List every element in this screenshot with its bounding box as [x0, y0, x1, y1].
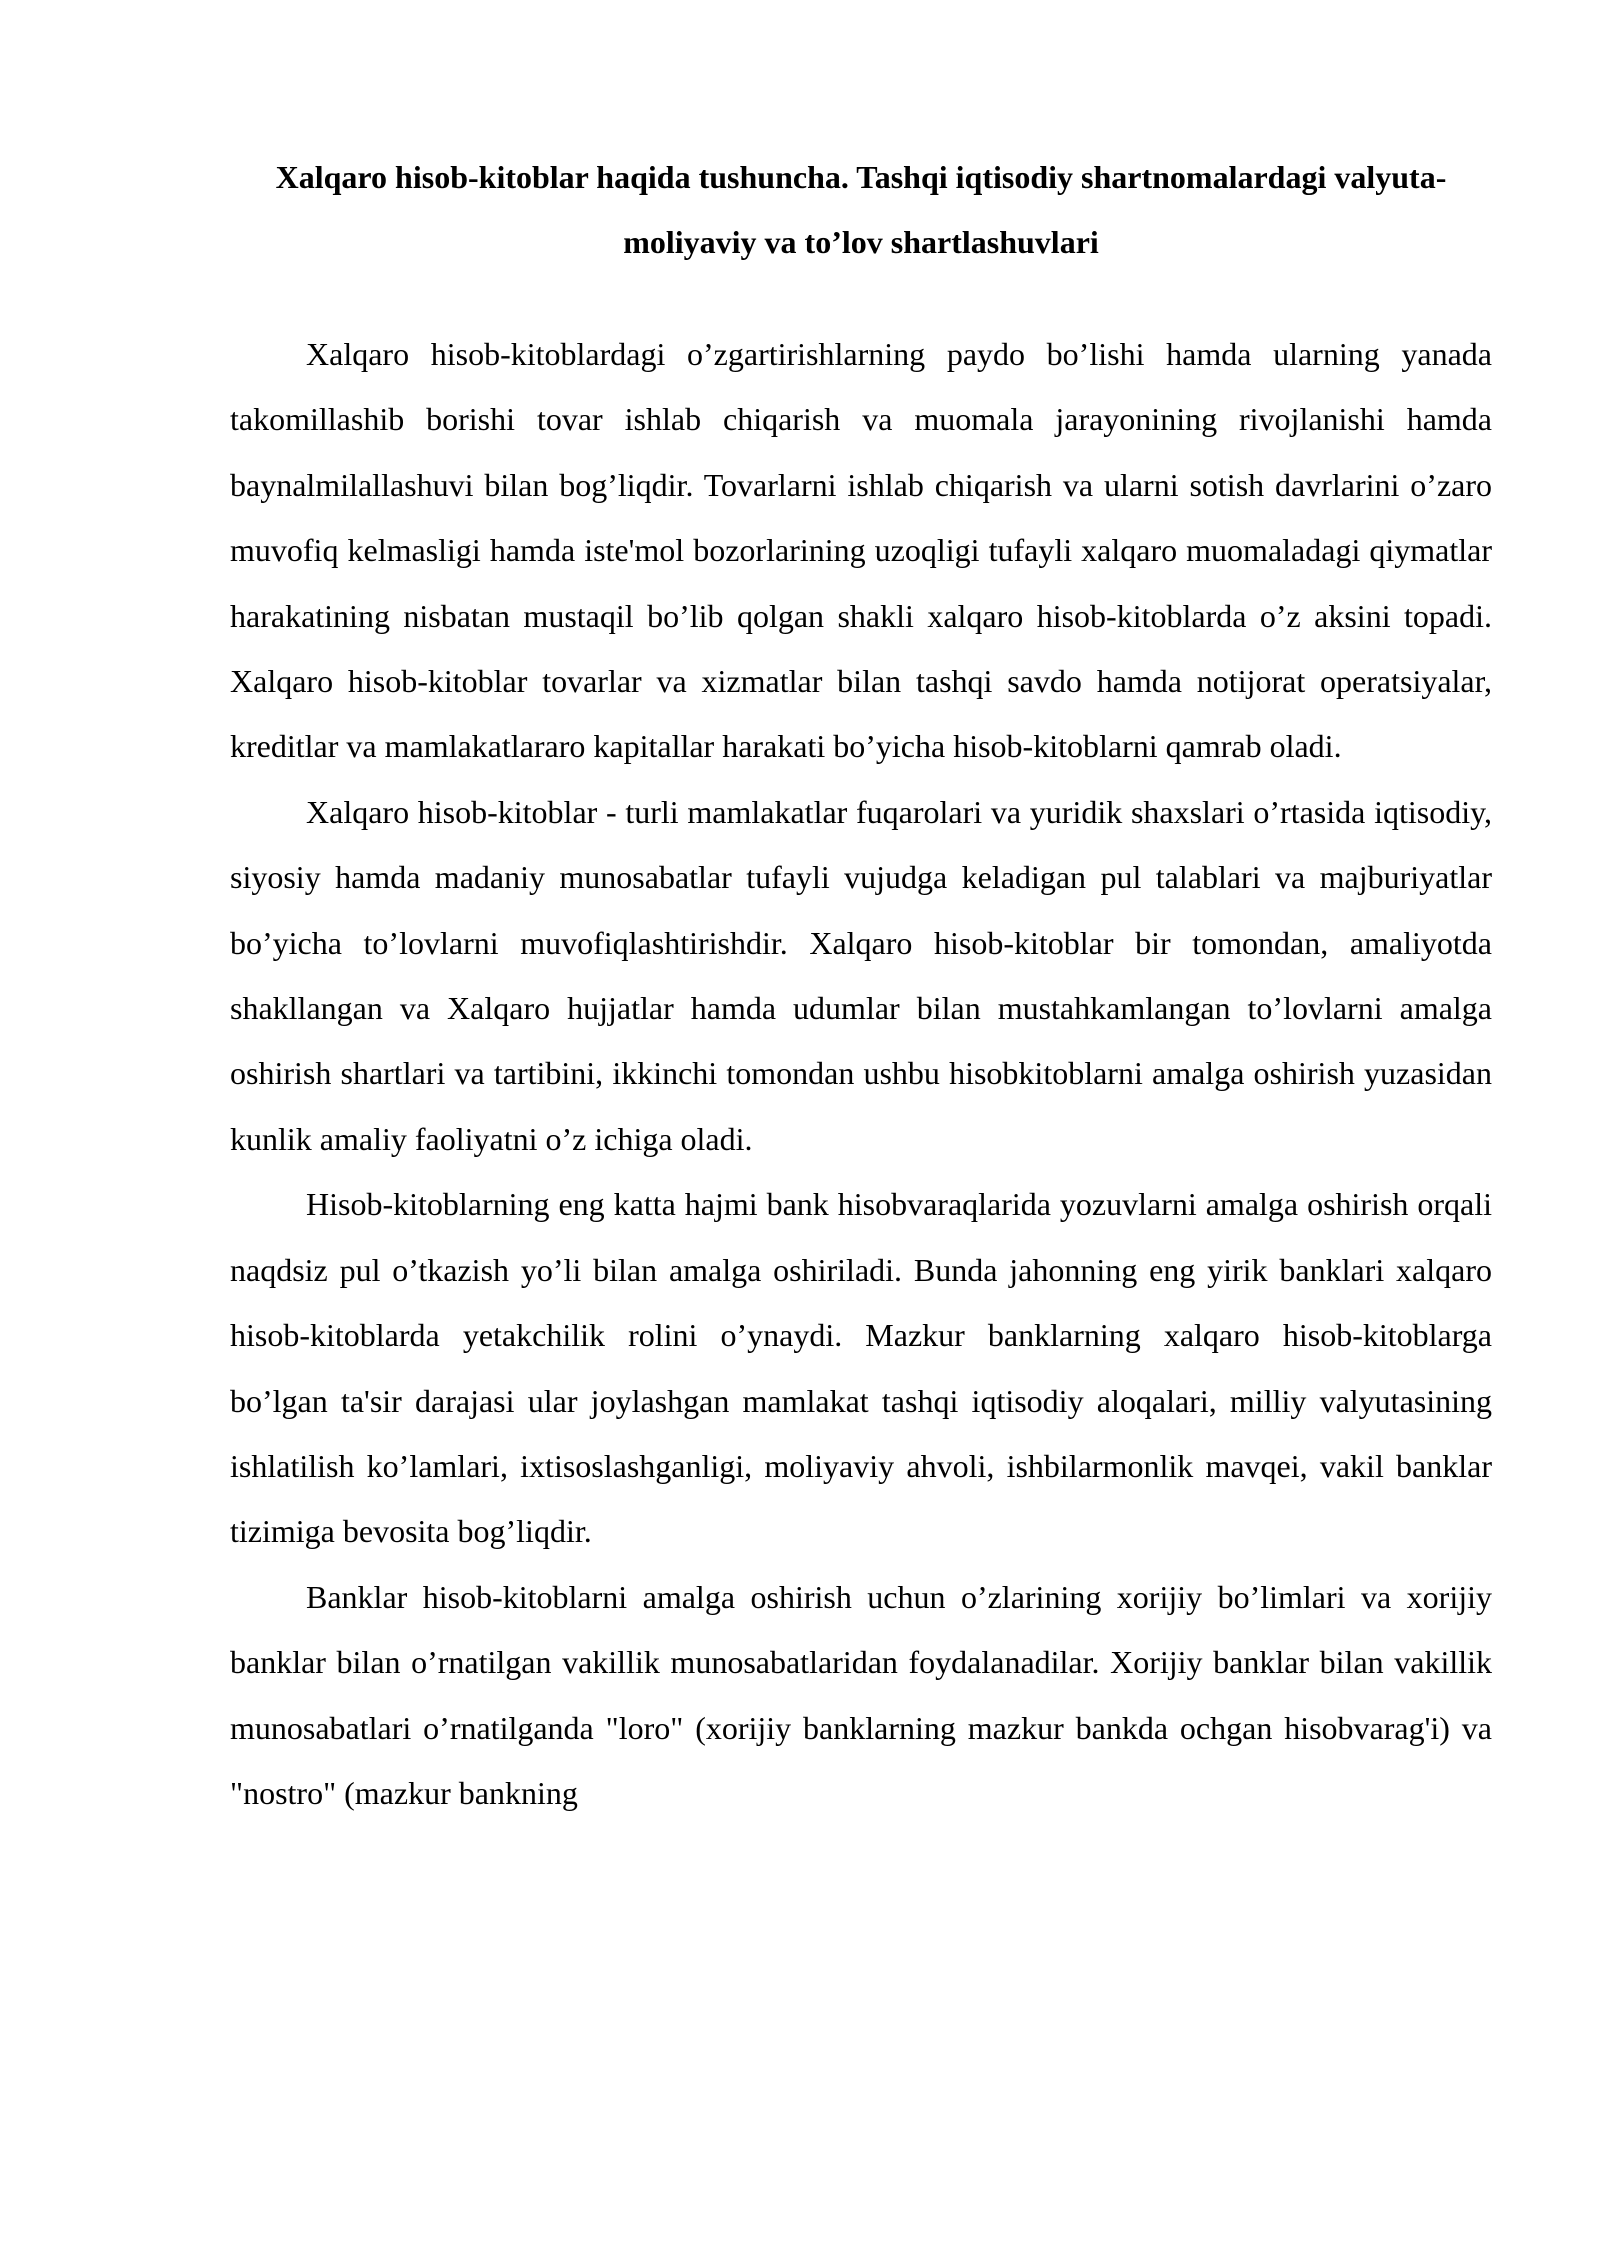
paragraph: Hisob-kitoblarning eng katta hajmi bank hisobvaraqlarida yozuvlarni amalga oshirish orqali naqdsiz pul o’tkazish yo’li bilan amalga oshiriladi. Bunda jahonning eng yirik banklari xalqaro hisob-kitoblarda yetakchilik rolini o’ynaydi. Mazkur banklarning xalqaro hisob-kitoblarga bo’lgan ta'sir darajasi ular joylashgan mamlakat tashqi iqtisodiy aloqalari, milliy valyutasining ishlatilish ko’lamlari, ixtisoslashganligi, moliyaviy ahvoli, ishbilarmonlik mavqei, vakil banklar tizimiga bevosita bog’liqdir. [230, 1186, 1492, 1550]
document-body [230, 322, 1492, 1826]
document-title: Xalqaro hisob-kitoblar haqida tushuncha. Tashqi iqtisodiy shartnomalardagi valyuta-moliyaviy va to’lov shartlashuvlari [275, 159, 1447, 260]
paragraph: Banklar hisob-kitoblarni amalga oshirish uchun o’zlarining xorijiy bo’limlari va xorijiy banklar bilan o’rnatilgan vakillik munosabatlaridan foydalanadilar. Xorijiy banklar bilan vakillik munosabatlari o’rnatilganda "loro" (xorijiy banklarning mazkur bankda ochgan hisobvarag'i) va "nostro" (mazkur bankning [230, 1578, 1492, 1811]
paragraph: Xalqaro hisob-kitoblardagi o’zgartirishlarning paydo bo’lishi hamda ularning yanada takomillashib borishi tovar ishlab chiqarish va muomala jarayonining rivojlanishi hamda baynalmilallashuvi bilan bog’liqdir. Tovarlarni ishlab chiqarish va ularni sotish davrlarini o’zaro muvofiq kelmasligi hamda iste'mol bozorlarining uzoqligi tufayli xalqaro muomaladagi qiymatlar harakatining nisbatan mustaqil bo’lib qolgan shakli xalqaro hisob-kitoblarda o’z aksini topadi. Xalqaro hisob-kitoblar tovarlar va xizmatlar bilan tashqi savdo hamda notijorat operatsiyalar, kreditlar va mamlakatlararo kapitallar harakati bo’yicha hisob-kitoblarni qamrab oladi. [230, 336, 1492, 765]
paragraph: Xalqaro hisob-kitoblar - turli mamlakatlar fuqarolari va yuridik shaxslari o’rtasida iqtisodiy, siyosiy hamda madaniy munosabatlar tufayli vujudga keladigan pul talablari va majburiyatlar bo’yicha to’lovlarni muvofiqlashtirishdir. Xalqaro hisob-kitoblar bir tomondan, amaliyotda shakllangan va Xalqaro hujjatlar hamda udumlar bilan mustahkamlangan to’lovlarni amalga oshirish shartlari va tartibini, ikkinchi tomondan ushbu hisobkitoblarni amalga oshirish yuzasidan kunlik amaliy faoliyatni o’z ichiga oladi. [230, 793, 1492, 1157]
document-page [230, 145, 1492, 1826]
